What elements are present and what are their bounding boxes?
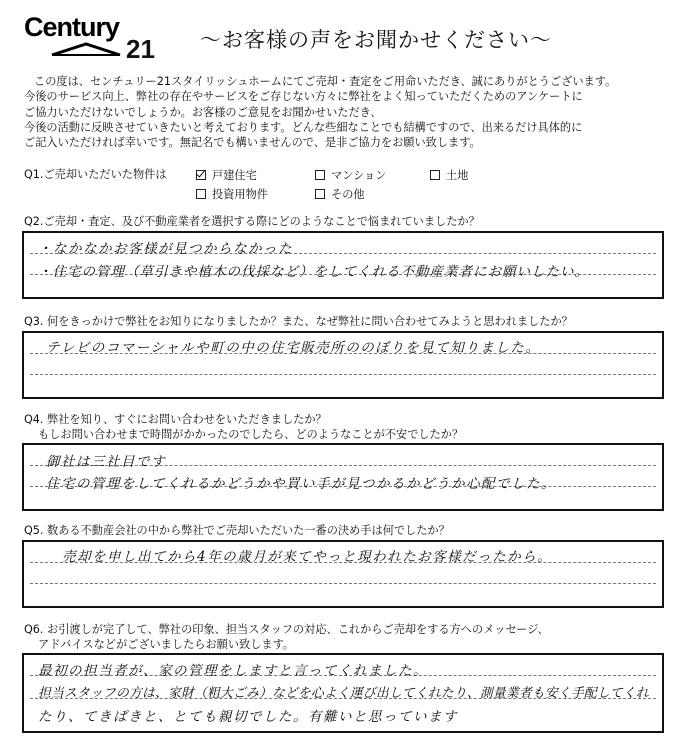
q6-answer-line: 最初の担当者が、家の管理をしますと言ってくれました。 bbox=[38, 663, 428, 679]
checkbox-icon[interactable] bbox=[196, 189, 206, 199]
q6-answer-box[interactable] bbox=[22, 653, 664, 733]
intro-line: 今後のサービス向上、弊社の存在やサービスをご存じない方々に弊社をよく知っていただくためのアンケートに bbox=[24, 90, 583, 104]
q1-option-other[interactable] bbox=[315, 186, 365, 202]
q3-answer-box[interactable] bbox=[22, 331, 664, 399]
q4-answer-box[interactable] bbox=[22, 443, 664, 511]
checkbox-checked-icon[interactable] bbox=[196, 170, 206, 180]
option-label: マンション bbox=[331, 169, 387, 182]
option-label: その他 bbox=[331, 188, 365, 201]
q1-label: Q1.ご売却いただいた物件は bbox=[24, 168, 167, 181]
q6-label: Q6. お引渡しが完了して、弊社の印象、担当スタッフの対応、これからご売却をする方へのメッセージ、 bbox=[24, 623, 549, 636]
answer-guide-line bbox=[30, 374, 656, 375]
q6-label-continued: アドバイスなどがございましたらお願い致します。 bbox=[38, 638, 295, 651]
q5-answer-line: 売却を申し出てから4年の歳月が来てやっと現われたお客様だったから。 bbox=[62, 549, 553, 565]
option-label: 戸建住宅 bbox=[212, 169, 257, 182]
q6-answer-line: 担当スタッフの方は、家財（粗大ごみ）などを心よく運び出してくれたり、測量業者も安く手配してくれ bbox=[38, 686, 649, 701]
checkbox-icon[interactable] bbox=[315, 170, 325, 180]
q3-answer-line: テレビのコマーシャルや町の中の住宅販売所ののぼりを見て知りました。 bbox=[46, 340, 541, 356]
q5-answer-box[interactable] bbox=[22, 540, 664, 608]
checkbox-icon[interactable] bbox=[430, 170, 440, 180]
q4-answer-line: 御社は三社目です bbox=[46, 454, 166, 470]
q1-option-land[interactable] bbox=[430, 167, 468, 183]
intro-line: ご記入いただければ幸いです。無記名でも構いませんので、是非ご協力をお願い致します。 bbox=[24, 136, 481, 150]
intro-paragraph bbox=[24, 74, 664, 150]
q2-answer-line: ・住宅の管理（草引きや植木の伐採など）をしてくれる不動産業者にお願いしたい。 bbox=[38, 264, 589, 280]
q1-option-investment[interactable] bbox=[196, 186, 268, 202]
q4-label-continued: もしお問い合わせまで時間がかかったのでしたら、どのようなことが不安でしたか？ bbox=[38, 428, 464, 441]
intro-line: 今後の活動に反映させていきたいと考えております。どんな些細なことでも結構ですので、出来るだけ具体的に bbox=[24, 120, 583, 134]
q2-answer-box[interactable] bbox=[22, 231, 664, 299]
option-label: 投資用物件 bbox=[212, 188, 268, 201]
answer-guide-line bbox=[30, 583, 656, 584]
logo-wordmark: Century bbox=[24, 12, 120, 42]
q5-label: Q5. 数ある不動産会社の中から弊社でご売却いただいた一番の決め手は何でしたか？ bbox=[24, 524, 450, 537]
q4-label: Q4. 弊社を知り、すぐにお問い合わせをいただきましたか？ bbox=[24, 413, 327, 426]
q6-answer-line: たり、てきぱきと、とても親切でした。有難いと思っています bbox=[38, 709, 458, 725]
house-roof-icon bbox=[50, 42, 122, 56]
intro-line: ご協力いただけないでしょうか。お客様のご意見をお聞かせいただき、 bbox=[24, 105, 382, 119]
century21-logo bbox=[20, 10, 160, 62]
checkbox-icon[interactable] bbox=[315, 189, 325, 199]
intro-line: この度は、センチュリー21スタイリッシュホームにてご売却・査定をご用命いただき、誠にありがとうございます。 bbox=[34, 75, 617, 88]
q1-option-detached-house[interactable] bbox=[196, 167, 257, 183]
q4-answer-line: 住宅の管理をしてくれるかどうかや買い手が見つかるかどうか心配でした。 bbox=[46, 476, 556, 492]
q3-label: Q3. 何をきっかけで弊社をお知りになりましたか？また、なぜ弊社に問い合わせてみようと思われましたか？ bbox=[24, 315, 573, 328]
logo-number: 21 bbox=[126, 34, 155, 64]
q1-option-mansion[interactable] bbox=[315, 167, 386, 183]
option-label: 土地 bbox=[446, 169, 469, 182]
q2-answer-line: ・なかなかお客様が見つからなかった bbox=[38, 241, 293, 257]
q2-label: Q2.ご売却・査定、及び不動産業者を選択する際にどのようなことで悩まれていましたか？ bbox=[24, 215, 480, 228]
page-title: ～お客様の声をお聞かせください～ bbox=[200, 28, 552, 52]
